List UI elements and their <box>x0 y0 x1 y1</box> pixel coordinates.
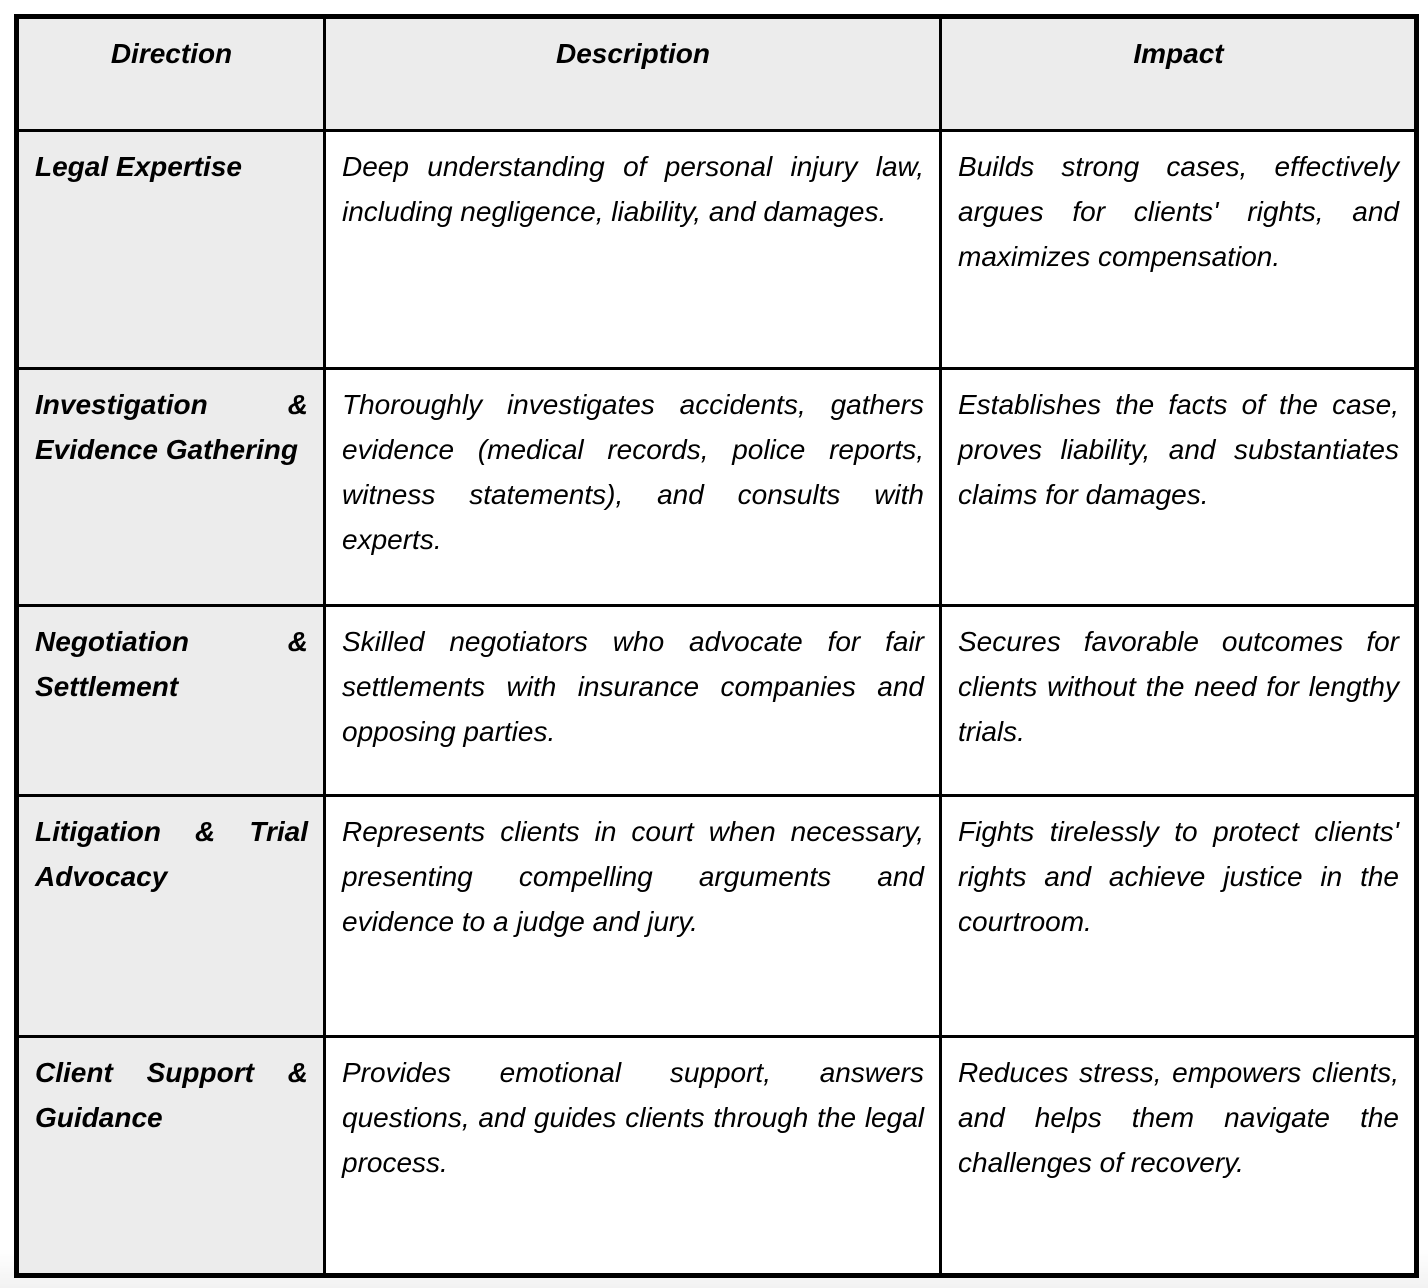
table-row <box>17 1037 1417 1276</box>
direction-cell: Client Support & Guidance <box>17 1037 325 1276</box>
legal-services-table <box>14 14 1419 1278</box>
table-row <box>17 131 1417 369</box>
description-cell: Thoroughly investigates accidents, gathers evidence (medical records, police reports, witness statements), and consults with experts. <box>325 369 941 606</box>
impact-cell: Establishes the facts of the case, proves liability, and substantiates claims for damages. <box>941 369 1417 606</box>
direction-cell: Legal Expertise <box>17 131 325 369</box>
direction-cell: Negotiation & Settlement <box>17 606 325 796</box>
table-header-row <box>17 17 1417 131</box>
table-row <box>17 796 1417 1037</box>
table-row <box>17 606 1417 796</box>
column-header-direction: Direction <box>17 17 325 131</box>
impact-cell: Reduces stress, empowers clients, and helps them navigate the challenges of recovery. <box>941 1037 1417 1276</box>
description-cell: Deep understanding of personal injury law, including negligence, liability, and damages. <box>325 131 941 369</box>
impact-cell: Secures favorable outcomes for clients without the need for lengthy trials. <box>941 606 1417 796</box>
description-cell: Provides emotional support, answers questions, and guides clients through the legal process. <box>325 1037 941 1276</box>
column-header-description: Description <box>325 17 941 131</box>
impact-cell: Fights tirelessly to protect clients' rights and achieve justice in the courtroom. <box>941 796 1417 1037</box>
direction-cell: Litigation & Trial Advocacy <box>17 796 325 1037</box>
description-cell: Represents clients in court when necessary, presenting compelling arguments and evidence to a judge and jury. <box>325 796 941 1037</box>
impact-cell: Builds strong cases, effectively argues for clients' rights, and maximizes compensation. <box>941 131 1417 369</box>
column-header-impact: Impact <box>941 17 1417 131</box>
description-cell: Skilled negotiators who advocate for fair settlements with insurance companies and opposing parties. <box>325 606 941 796</box>
table-row <box>17 369 1417 606</box>
direction-cell: Investigation & Evidence Gathering <box>17 369 325 606</box>
